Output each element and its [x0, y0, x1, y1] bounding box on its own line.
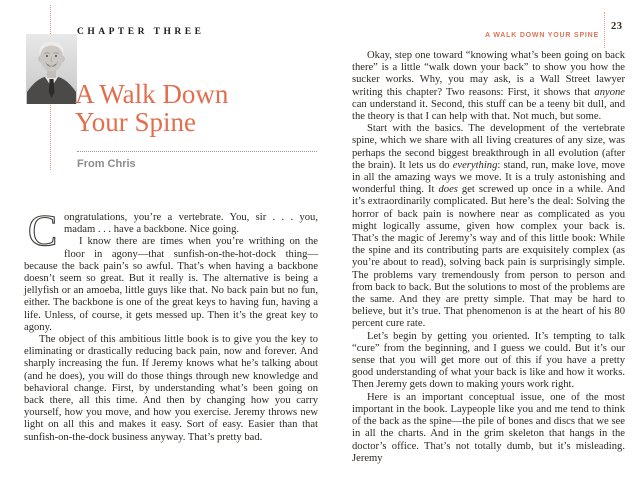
title-divider-rule [77, 151, 317, 152]
dropcap-letter [24, 213, 61, 250]
body-paragraph: Let’s begin by getting you oriented. It’s tempting to talk “cure” from the beginning, and I guess we could. But it’s our sense that you will get more out of this if you have a pretty good understanding of what your back is like and how it works. Then Jeremy gets down to making yours work right. [352, 330, 625, 391]
left-body-text [24, 212, 318, 444]
chapter-title [75, 80, 228, 136]
portrait-illustration [26, 34, 77, 104]
page-number: 23 [611, 21, 623, 32]
chapter-label: CHAPTER THREE [77, 27, 205, 37]
chapter-title-line1: A Walk Down [75, 79, 229, 109]
portrait-photo [26, 34, 77, 104]
body-paragraph: I know there are times when you’re writhing on the floor in agony—that sunfish-on-the-hot-dock thing—because the back pain’s so awful. That’s when having a backbone doesn’t seem so great. But it really is. The alternative is being a jellyfish or an amoeba, little guys like that. No back pain but no fun, either. The backbone is one of the great keys to having fun, having a life. Unless, of course, it gets messed up. Then it’s the great key to agony. [24, 236, 318, 333]
body-paragraph: Start with the basics. The development of the vertebrate spine, which we share with all living creatures of any size, was perhaps the second biggest breakthrough in all evolution (after the brain). It lets us do everything: stand, run, make love, move in all the amazing ways we move. It is a truly astonishing and wonderful thing. It does get screwed up once in a while. And it’s extraordinarily complicated. But here’s the deal: Solving the horror of back pain is nowhere near as complicated as you might logically assume, given how complex your back is. That’s the magic of Jeremy’s way and of this little book: While the spine and its contributing parts are exquisitely complex (as you’re about to read), solving back pain is surprisingly simple. The problems vary tremendously from person to person and from back to back. But the solutions to most of the problems are the same. And they are pretty simple. That may be hard to believe, but it’s true. That phenomenon is at the heart of his 80 percent cure rate. [352, 123, 625, 330]
svg-text:C: C [27, 213, 58, 250]
body-paragraph: ongratulations, you’re a vertebrate. You, sir . . . you, madam . . . have a backbone. Nice going. [64, 212, 318, 236]
header-dotted-rule [604, 12, 605, 48]
running-header [352, 24, 599, 42]
byline: From Chris [77, 158, 136, 170]
right-body-text [352, 50, 625, 465]
body-paragraph: Here is an important conceptual issue, one of the most important in the book. Laypeople like you and me tend to think of the back as the spine—the pile of bones and discs that we see in all the charts. And in the grim skeleton that hangs in the doctor’s office. That’s not totally dumb, but it’s misleading. Jeremy [352, 391, 625, 464]
dropcap-outline-c [24, 213, 61, 250]
body-paragraph: Okay, step one toward “knowing what’s been going on back there” is a little “walk down your back” to show you how the sucker works. Why, you may ask, is a Wall Street lawyer writing this chapter? Two reasons: First, it shows that anyone can understand it. Second, this stuff can be a teeny bit dull, and the theory is that I can help with that. Not much, but some. [352, 50, 625, 123]
running-head-text: A WALK DOWN YOUR SPINE [484, 32, 599, 39]
body-paragraph: The object of this ambitious little book is to give you the key to eliminating or drastically reducing back pain, now and forever. And sharply increasing the fun. If Jeremy knows what he’s talking about (and he does), you will do those things through new knowledge and behavioral change. First, by understanding what’s been going on back there, all this time. And then by changing how you carry yourself, how you move, and how you exercise. Jeremy throws new light on all this and makes it easy. Sort of easy. Easier than that sunfish-on-the-dock business anyway. That’s pretty bad. [24, 334, 318, 443]
chapter-title-line2: Your Spine [75, 107, 197, 137]
